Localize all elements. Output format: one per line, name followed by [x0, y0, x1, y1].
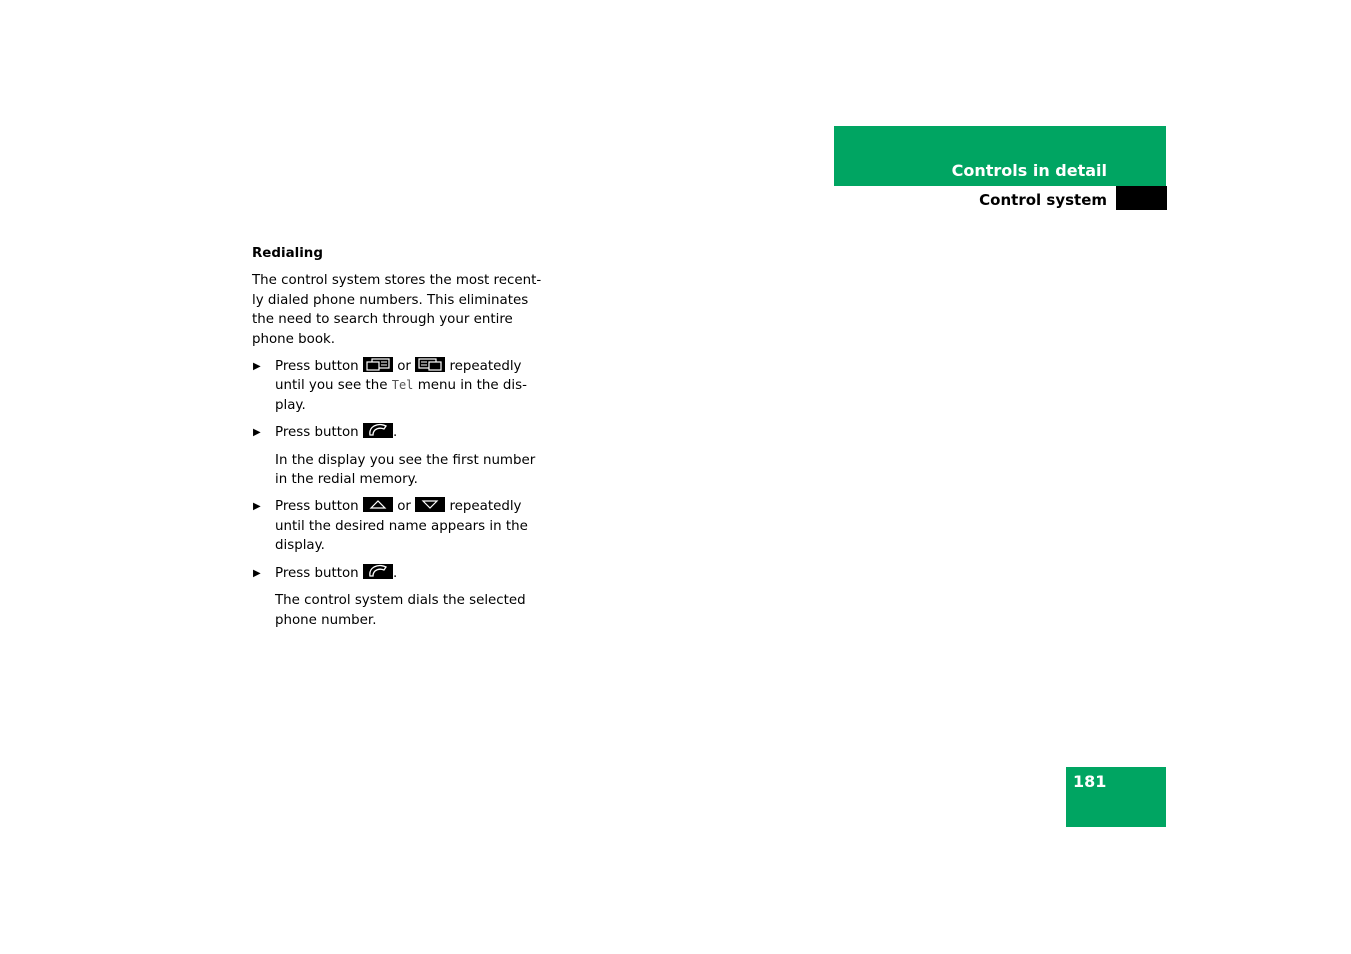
- result-line: The control system dials the selected: [275, 593, 526, 609]
- result-line: In the display you see the first number: [275, 452, 536, 468]
- step-text: or: [397, 359, 411, 375]
- step-text: .: [392, 565, 398, 581]
- page-number: 181: [1073, 772, 1107, 791]
- bullet-arrow-icon: ▶: [253, 501, 261, 513]
- section-tab-marker: [1116, 186, 1167, 210]
- step-text: repeatedly: [449, 359, 522, 375]
- display-right-icon: [415, 357, 445, 372]
- step-text: Press button: [275, 565, 359, 581]
- step-text: until the desired name appears in the: [275, 518, 528, 534]
- page-number-box: [1066, 767, 1166, 827]
- step-text: or: [397, 499, 411, 515]
- bullet-arrow-icon: ▶: [253, 567, 261, 579]
- article-heading: Redialing: [252, 246, 323, 261]
- step-text: play.: [275, 397, 306, 413]
- bullet-arrow-icon: ▶: [253, 427, 261, 439]
- section-header-bar: [834, 126, 1166, 186]
- intro-line: The control system stores the most recent-: [252, 273, 542, 289]
- step-4-result: [252, 591, 542, 630]
- step-2-result: [252, 451, 542, 490]
- step-text: repeatedly: [449, 499, 522, 515]
- step-text: until you see the: [275, 378, 388, 394]
- section-title: Controls in detail: [951, 161, 1107, 180]
- intro-paragraph: [252, 271, 542, 349]
- intro-line: the need to search through your entire: [252, 312, 513, 328]
- step-3: [252, 497, 542, 555]
- article: [252, 244, 542, 638]
- step-text: display.: [275, 538, 325, 554]
- phone-handset-icon: [363, 423, 393, 438]
- arrow-down-icon: [415, 497, 445, 512]
- step-4: [252, 564, 542, 583]
- result-line: phone number.: [275, 612, 377, 628]
- phone-handset-icon: [363, 564, 393, 579]
- result-line: in the redial memory.: [275, 472, 418, 488]
- step-text: .: [392, 425, 398, 441]
- intro-line: ly dialed phone numbers. This eliminates: [252, 292, 529, 308]
- display-left-icon: [363, 357, 393, 372]
- intro-line: phone book.: [252, 331, 336, 347]
- step-2: [252, 423, 542, 442]
- arrow-up-icon: [363, 497, 393, 512]
- step-text: Press button: [275, 359, 359, 375]
- step-text: Press button: [275, 425, 359, 441]
- tel-menu-label: Tel: [391, 378, 414, 393]
- step-text: Press button: [275, 499, 359, 515]
- step-text: menu in the dis-: [417, 378, 527, 394]
- step-1: [252, 357, 542, 415]
- bullet-arrow-icon: ▶: [253, 361, 261, 373]
- subsection-title: Control system: [979, 191, 1107, 209]
